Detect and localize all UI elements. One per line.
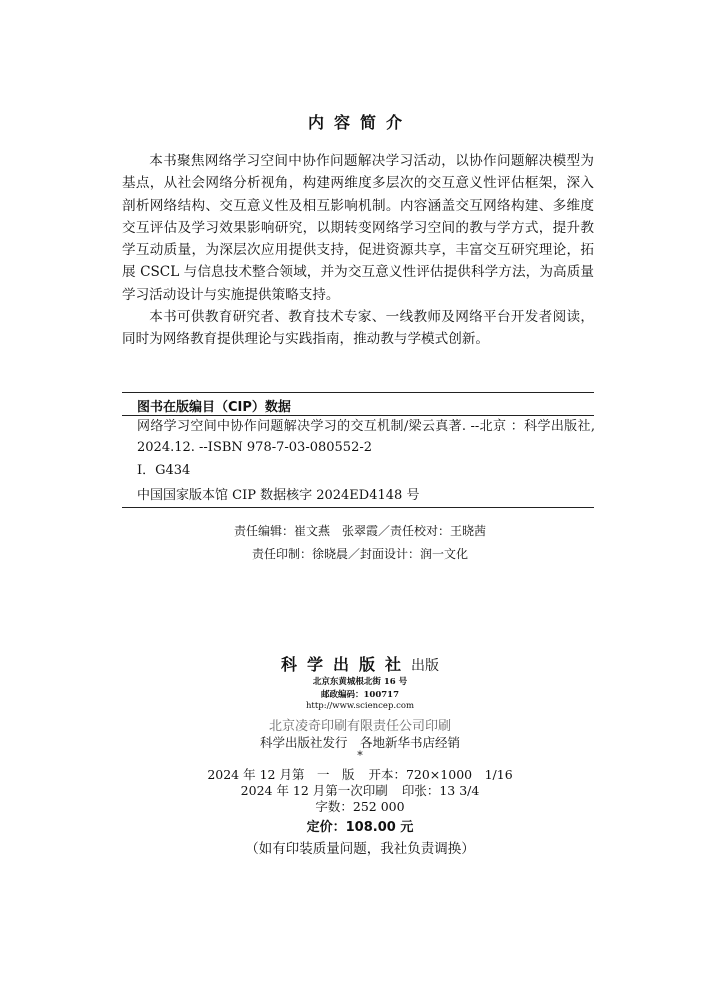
cip-top-rule	[122, 392, 594, 393]
sheets-info: 印张：13 3/4	[401, 783, 480, 798]
cip-record-number: 中国国家版本馆 CIP 数据核字 2024ED4148 号	[137, 487, 420, 503]
credit-editors: 责任编辑：崔文燕 张翠霞／责任校对：王晓茜	[233, 524, 486, 538]
publisher-name: 科学出版社	[280, 655, 411, 674]
summary-paragraph-2: 本书可供教育研究者、教育技术专家、一线教师及网络平台开发者阅读，同时为网络教育提供理论与实践指南，推动教与学模式创新。	[122, 309, 594, 348]
edition-info: 2024 年 12 月第 一 版	[207, 767, 355, 782]
cip-heading: 图书在版编目（CIP）数据	[137, 400, 291, 415]
summary-paragraph-1: 本书聚焦网络学习空间中协作问题解决学习活动，以协作问题解决模型为基点，从社会网络分析视角，构建两维度多层次的交互意义性评估框架，深入剖析网络结构、交互意义性及相互影响机制。内容涵盖交互网络构建、多维度交互评估及学习效果影响研究，以期转变网络学习空间的教与学方式，提升教学互动质量，为深层次应用提供支持，促进资源共享，丰富交互研究理论，拓展 CSCL 与信息技术整合领域，并为交互意义性评估提供科学方法，为高质量学习活动设计与实施提供策略支持。	[122, 153, 594, 303]
printing-info: 2024 年 12 月第一次印刷	[240, 783, 388, 798]
publisher-website: http://www.sciencep.com	[305, 701, 415, 711]
printer-line: 北京凌奇印刷有限责任公司印刷	[268, 719, 451, 734]
summary-title: 内容简介	[307, 113, 412, 132]
publisher-suffix: 出版	[411, 658, 439, 674]
cip-heading-rule	[122, 415, 594, 416]
price: 定价：108.00 元	[306, 820, 414, 835]
format-info: 开本：720×1000 1/16	[368, 767, 513, 782]
cip-description: 网络学习空间中协作问题解决学习的交互机制/梁云真著. --北京 ：科学出版社, 2024.12. --ISBN 978-7-03-080552-2	[137, 419, 595, 455]
distribution-line: 科学出版社发行 各地新华书店经销	[259, 735, 460, 750]
cip-block	[137, 417, 595, 506]
summary-body	[122, 150, 594, 351]
separator-star: *	[357, 749, 363, 762]
publisher-address: 北京东黄城根北街 16 号	[312, 677, 408, 687]
word-count: 字数：252 000	[315, 799, 405, 814]
credit-printing: 责任印制：徐晓晨／封面设计：润一文化	[251, 547, 468, 561]
quality-note: （如有印装质量问题，我社负责调换）	[245, 841, 475, 857]
cip-classification: Ⅰ．G434	[137, 463, 191, 478]
publisher-postcode: 邮政编码：100717	[321, 690, 399, 700]
cip-bottom-rule	[122, 507, 594, 508]
publisher-line	[0, 652, 720, 675]
